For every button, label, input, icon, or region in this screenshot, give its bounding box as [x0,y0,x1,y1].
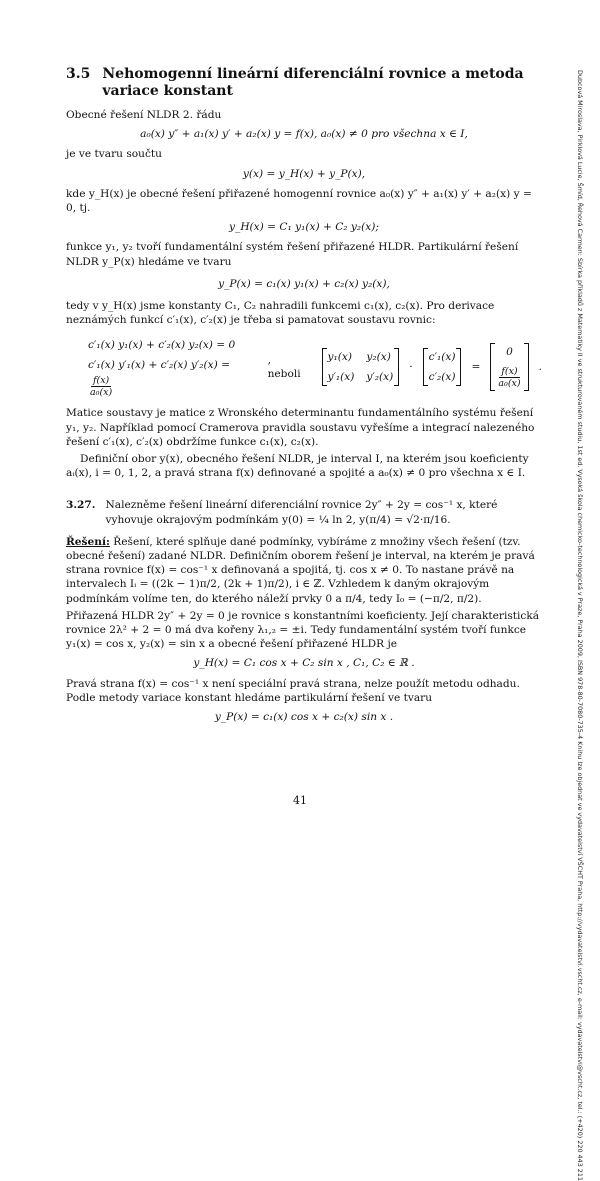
solution-text-1: Řešení, které splňuje dané podmínky, vybíráme z množiny všech řešení (tzv. obecné řešení) zadané NLDR. Definičním oborem řešení je interval, na kterém je pravá strana rovnice f(x) = cos⁻¹ x definovaná a spojitá, tj. cos x ≠ 0. To nastane právě na intervalech Iᵢ = ((2k − 1)π/2, (2k + 1)π/2), i ∈ ℤ. Vzhledem k daným okrajovým podmínkám volíme ten, do kterého náleží prvky 0 a π/4, tedy I₀ = (−π/2, π/2). [66,535,535,605]
example-number: 3.27. [66,499,96,512]
page-number: 41 [293,794,307,807]
paragraph-homogeneous: kde y_H(x) je obecné řešení přiřazené homogenní rovnice a₀(x) y″ + a₁(x) y′ + a₂(x) y = 0, tj. [66,187,532,215]
system-line-2 [88,355,252,398]
neboli-text: , neboli [267,353,301,380]
solution-equation-particular: y_P(x) = c₁(x) cos x + c₂(x) sin x . [214,711,394,724]
matrix-cell: y₁(x) [327,350,352,363]
rhs-cell: 0 [506,346,513,359]
equation-general-solution: y(x) = y_H(x) + y_P(x), [242,167,366,180]
section-number: 3.5 [66,66,91,82]
section-heading [66,66,542,100]
system-lines [88,335,252,398]
matrix-cell: y′₁(x) [327,370,355,383]
solution-label: Řešení: [66,535,110,548]
matrix-cell: y₂(x) [366,350,391,363]
solution-paragraph-2: Přiřazená HLDR 2y″ + 2y = 0 je rovnice s konstantními koeficienty. Její charakteristická rovnice 2λ² + 2 = 0 má dva kořeny λ₁,₂ = ±i. Tedy fundamentální systém tvoří funkce y₁(x) = cos x, y₂(x) = sin x a obecné řešení přiřazené HLDR je [66,609,540,651]
vector-column [429,350,456,384]
matrix-grid [328,350,394,384]
rhs-denominator: a₀(x) [498,377,521,389]
rhs-numerator: f(x) [501,365,518,377]
solution-paragraph-3: Pravá strana f(x) = cos⁻¹ x není speciální pravá strana, nelze použít metodu odhadu. Podle metody variace konstant hledáme partikulární řešení ve tvaru [66,677,520,704]
system-fraction [88,375,114,398]
rhs-vector [490,343,528,390]
paragraph-sum-form: je ve tvaru součtu [66,148,163,161]
citation-sidebar: Dubcová Miroslava, Pirklová Lucie, Šmíd, Řehová Carmen: Sbírka příkladů z Matematiky II ve strukturovaném studiu, 1st ed. Vysoká škola chemicko-technologická v Praze, Praha 2009, ISBN 978-80-7080-735-4 Knihu lze objednat ve vydavatelství VŠCHT Praha, http://vydavatelstvi.vscht.cz, e-mail: vydavatelstvi@vscht.cz, tel.: (+420) 220 443 211 [576,70,584,1181]
solution-paragraph-1 [66,535,542,606]
matrix-dot: · [409,360,413,373]
system-line-1: c′₁(x) y₁(x) + c′₂(x) y₂(x) = 0 [88,339,236,352]
equation-homogeneous-solution: y_H(x) = C₁ y₁(x) + C₂ y₂(x); [229,221,379,234]
rhs-fraction [496,366,522,389]
vector-cell: c′₁(x) [428,350,456,363]
wronsky-matrix [322,348,400,386]
paragraph-fundamental-system: funkce y₁, y₂ tvoří fundamentální systém řešení přiřazené HLDR. Partikulární řešení NLDR y_P(x) hledáme ve tvaru [66,241,519,268]
vector-cell: c′₂(x) [428,370,456,383]
paragraph-domain: Definiční obor y(x), obecného řešení NLDR, je interval I, na kterém jsou koeficienty aᵢ(x), i = 0, 1, 2, a pravá strana f(x) definované a spojité a a₀(x) ≠ 0 pro všechna x ∈ I. [66,453,529,480]
equation-nldr: a₀(x) y″ + a₁(x) y′ + a₂(x) y = f(x), a₀(x) ≠ 0 pro všechna x ∈ I, [140,128,468,141]
rhs-column [496,345,522,388]
matrix-cell: y′₂(x) [366,370,394,383]
section-title: Nehomogenní lineární diferenciální rovnice a metoda variace konstant [102,66,524,99]
example-text: Nalezněme řešení lineární diferenciální rovnice 2y″ + 2y = cos⁻¹ x, které vyhovuje okrajovým podmínkám y(0) = ¼ ln 2, y(π/4) = √2·π/16. [105,499,498,526]
fraction-numerator: f(x) [92,375,110,387]
matrix-equals: = [471,360,481,373]
equation-system [88,335,542,398]
paragraph-constants: tedy v y_H(x) jsme konstanty C₁, C₂ nahradili funkcemi c₁(x), c₂(x). Pro derivace neznámých funkcí c′₁(x), c′₂(x) je třeba si pamatovat soustavu rovnic: [66,300,495,327]
paragraph-wronsky: Matice soustavy je matice z Wronského determinantu fundamentálního systému řešení y₁, y₂. Například pomocí Cramerova pravidla soustavu vyřešíme a integrací nalezeného řešení c′₁(x), c′₂(x) obdržíme funkce c₁(x), c₂(x). [66,407,535,448]
unknown-vector [423,348,462,386]
example-block [66,498,542,526]
solution-equation-homogeneous: y_H(x) = C₁ cos x + C₂ sin x , C₁, C₂ ∈ ℝ . [193,657,415,670]
fraction-denominator: a₀(x) [90,387,113,399]
system-line-2-left: c′₁(x) y′₁(x) + c′₂(x) y′₂(x) = [88,359,230,372]
matrix-period: . [538,360,542,373]
paragraph-intro: Obecné řešení NLDR 2. řádu [66,109,222,121]
page-content [66,66,542,730]
equation-particular-form: y_P(x) = c₁(x) y₁(x) + c₂(x) y₂(x), [218,277,390,290]
